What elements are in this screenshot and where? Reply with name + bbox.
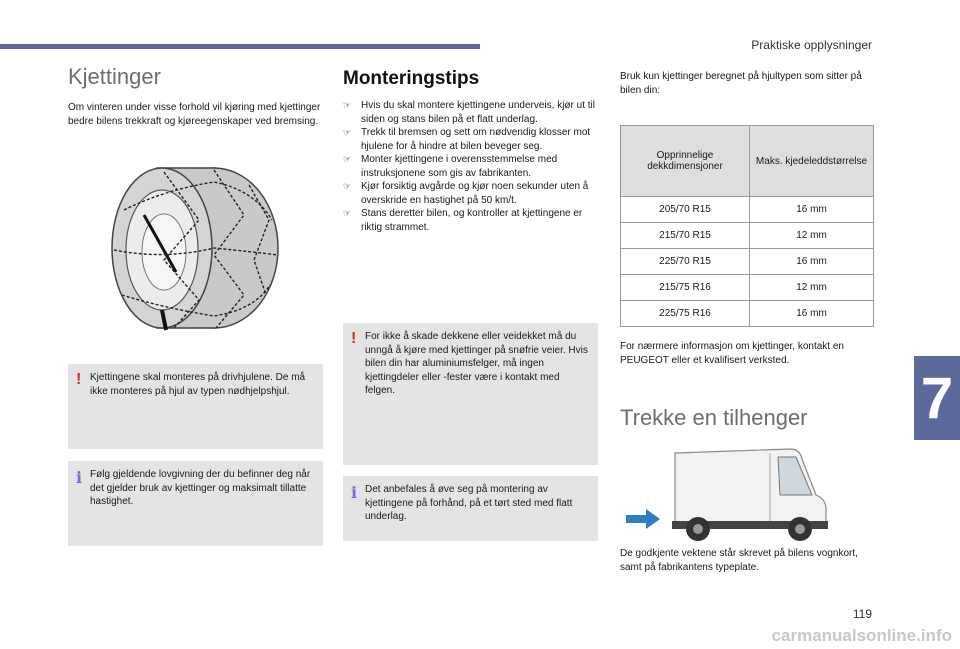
table-row (621, 197, 874, 223)
list-item: ☞ Stans deretter bilen, og kontroller at kjettingene er riktig strammet. (343, 208, 583, 233)
table-row (621, 249, 874, 275)
table-header-row (621, 126, 874, 197)
towing-text: De godkjente vektene står skrevet på bilens vognkort, samt på fabrikantens typeplate. (620, 548, 858, 573)
page-number: 119 (852, 607, 872, 621)
mounting-tips-list (343, 99, 598, 234)
snow-chain-wheel-illustration (104, 160, 284, 340)
table-row (621, 301, 874, 327)
pointer-bullet-icon: ☞ (343, 154, 352, 164)
pointer-bullet-icon: ☞ (343, 127, 352, 137)
info-box-legislation (68, 461, 323, 546)
chapter-tab: 7 (914, 356, 960, 440)
warning-exclamation-icon: ! (351, 330, 357, 347)
list-item: ☞ Trekk til bremsen og sett om nødvendig klosser mot hjulene for å hindre at bilen beveger seg. (343, 127, 591, 152)
warning-text: Kjettingene skal monteres på drivhjulene. De må ikke monteres på hjul av typen nødhjelpshjul. (90, 372, 306, 397)
table-cell: 225/75 R16 (621, 301, 750, 327)
table-cell: 205/70 R15 (621, 197, 750, 223)
info-i-icon: i (351, 483, 358, 502)
table-header-cell: Maks. kjedeleddstørrelse (750, 126, 874, 197)
table-cell: 12 mm (750, 223, 874, 249)
table-cell: 16 mm (750, 197, 874, 223)
warning-box-drive-wheels (68, 364, 323, 449)
warning-exclamation-icon: ! (76, 371, 82, 388)
table-header-cell: Opprinnelige dekkdimensjoner (621, 126, 750, 197)
chains-title: Kjettinger (68, 64, 161, 89)
header-bar (0, 44, 480, 49)
pointer-bullet-icon: ☞ (343, 100, 352, 110)
list-item: ☞ Hvis du skal montere kjettingene underveis, kjør ut til siden og stans bilen på et flatt underlag. (343, 100, 595, 125)
watermark-text: carmanualsonline.info (771, 626, 952, 645)
tyre-chain-size-table (620, 125, 874, 327)
table-cell: 225/70 R15 (621, 249, 750, 275)
table-cell: 16 mm (750, 301, 874, 327)
info-text: Det anbefales å øve seg på montering av kjettingene på forhånd, på et tørt sted med flatt underlag. (365, 484, 573, 522)
info-text: Følg gjeldende lovgivning der du befinner deg når det gjelder bruk av kjettinger og maksimalt tillatte hastighet. (90, 469, 311, 507)
table-row (621, 223, 874, 249)
list-item: ☞ Kjør forsiktig avgårde og kjør noen sekunder uten å overskride en hastighet på 50 km/t. (343, 181, 589, 206)
list-item: ☞ Monter kjettingene i overensstemmelse med instruksjonene som gis av fabrikanten. (343, 154, 558, 179)
table-cell: 16 mm (750, 249, 874, 275)
van-towing-illustration (620, 445, 840, 545)
section-label: Praktiske opplysninger (751, 38, 872, 52)
chains-intro: Om vinteren under visse forhold vil kjøring med kjettinger bedre bilens trekkraft og kjøreegenskaper ved bremsing. (68, 102, 321, 127)
table-cell: 12 mm (750, 275, 874, 301)
info-i-icon: i (76, 468, 83, 487)
pointer-bullet-icon: ☞ (343, 208, 352, 218)
table-row (621, 275, 874, 301)
table-cell: 215/75 R16 (621, 275, 750, 301)
warning-text: For ikke å skade dekkene eller veidekket må du unngå å kjøre med kjettinger på snøfrie veier. Hvis bilen din har aluminiumsfelger, må ingen kjettingdeler eller -fester være i kontakt med felgen. (365, 331, 588, 396)
table-cell: 215/70 R15 (621, 223, 750, 249)
chain-type-intro: Bruk kun kjettinger beregnet på hjultypen som sitter på bilen din: (620, 71, 862, 96)
warning-box-snowfree-roads (343, 323, 598, 465)
mounting-tips-title: Monteringstips (343, 68, 480, 89)
towing-title: Trekke en tilhenger (620, 405, 808, 430)
pointer-bullet-icon: ☞ (343, 181, 352, 191)
info-box-practice (343, 476, 598, 541)
more-info-text: For nærmere informasjon om kjettinger, kontakt en PEUGEOT eller et kvalifisert verksted. (620, 341, 844, 366)
